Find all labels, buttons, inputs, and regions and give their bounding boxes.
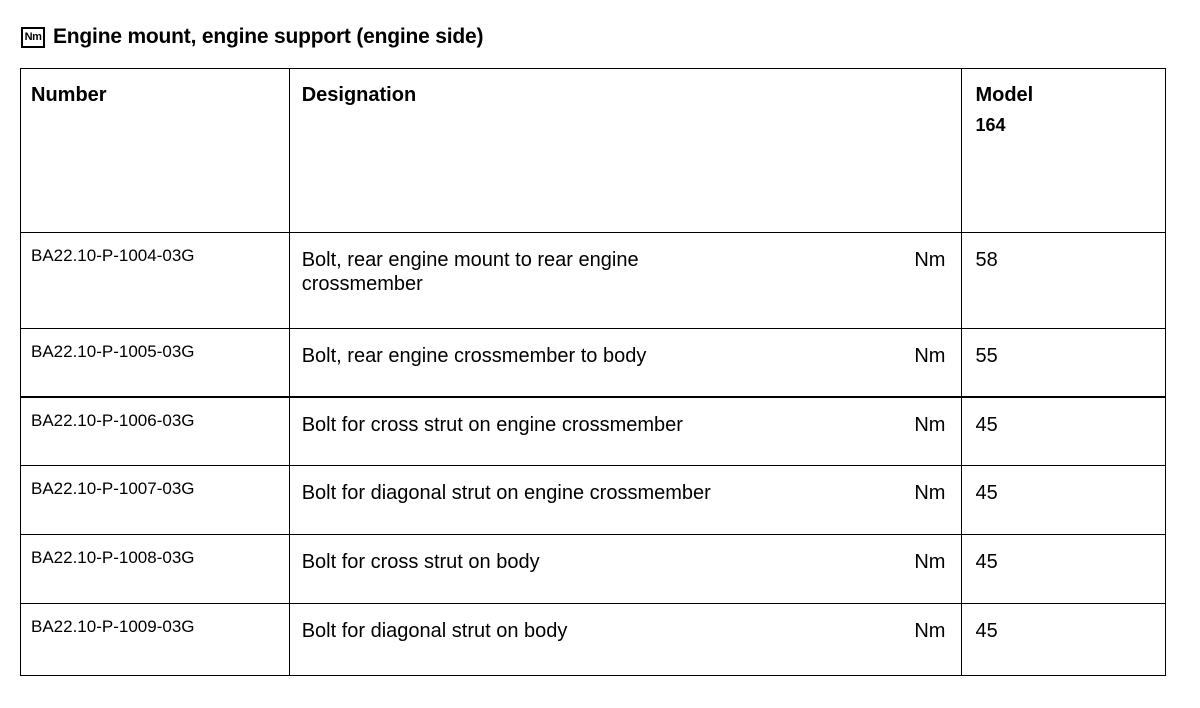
page-title: Engine mount, engine support (engine side): [53, 25, 484, 48]
row-designation-text: Bolt, rear engine mount to rear engine crossmember: [301, 249, 639, 295]
row-value: 55: [962, 329, 1166, 397]
row-unit: Nm: [914, 413, 946, 436]
header-number: Number: [21, 69, 290, 233]
row-designation: [289, 604, 962, 676]
row-designation: [289, 535, 962, 604]
row-number: BA22.10-P-1006-03G: [21, 397, 290, 466]
row-unit: Nm: [914, 551, 946, 573]
row-unit: Nm: [914, 345, 946, 367]
table-row: [21, 466, 1166, 535]
row-unit: Nm: [914, 482, 946, 504]
row-designation-text: Bolt, rear engine crossmember to body: [301, 345, 647, 367]
row-value: 45: [962, 397, 1166, 466]
row-unit: Nm: [914, 620, 946, 642]
row-designation-text: Bolt for diagonal strut on body: [301, 620, 568, 642]
header-designation: Designation: [289, 69, 962, 233]
row-designation: [289, 397, 962, 466]
row-unit: Nm: [914, 249, 946, 271]
header-model-code: 164: [975, 115, 1006, 135]
row-designation-text: Bolt for diagonal strut on engine crossmember: [301, 482, 711, 504]
row-number: BA22.10-P-1004-03G: [21, 233, 290, 329]
row-value: 45: [962, 604, 1166, 676]
row-designation-text: Bolt for cross strut on body: [301, 551, 540, 573]
section-title: [21, 22, 483, 52]
row-number: BA22.10-P-1008-03G: [21, 535, 290, 604]
row-designation: [289, 466, 962, 535]
row-designation-text: Bolt for cross strut on engine crossmember: [301, 413, 683, 436]
torque-nm-icon: Nm: [21, 27, 45, 48]
header-model-label: Model: [975, 84, 1034, 106]
table-row: [21, 233, 1166, 329]
row-value: 58: [962, 233, 1166, 329]
row-designation: [289, 233, 962, 329]
header-model: [962, 69, 1166, 233]
row-number: BA22.10-P-1009-03G: [21, 604, 290, 676]
table-row: [21, 397, 1166, 466]
table-row: [21, 535, 1166, 604]
row-number: BA22.10-P-1007-03G: [21, 466, 290, 535]
row-value: 45: [962, 466, 1166, 535]
table-header-row: [21, 69, 1166, 233]
row-number: BA22.10-P-1005-03G: [21, 329, 290, 397]
table-row: [21, 329, 1166, 397]
row-designation: [289, 329, 962, 397]
table-row: [21, 604, 1166, 676]
torque-spec-table: [20, 68, 1166, 676]
row-value: 45: [962, 535, 1166, 604]
